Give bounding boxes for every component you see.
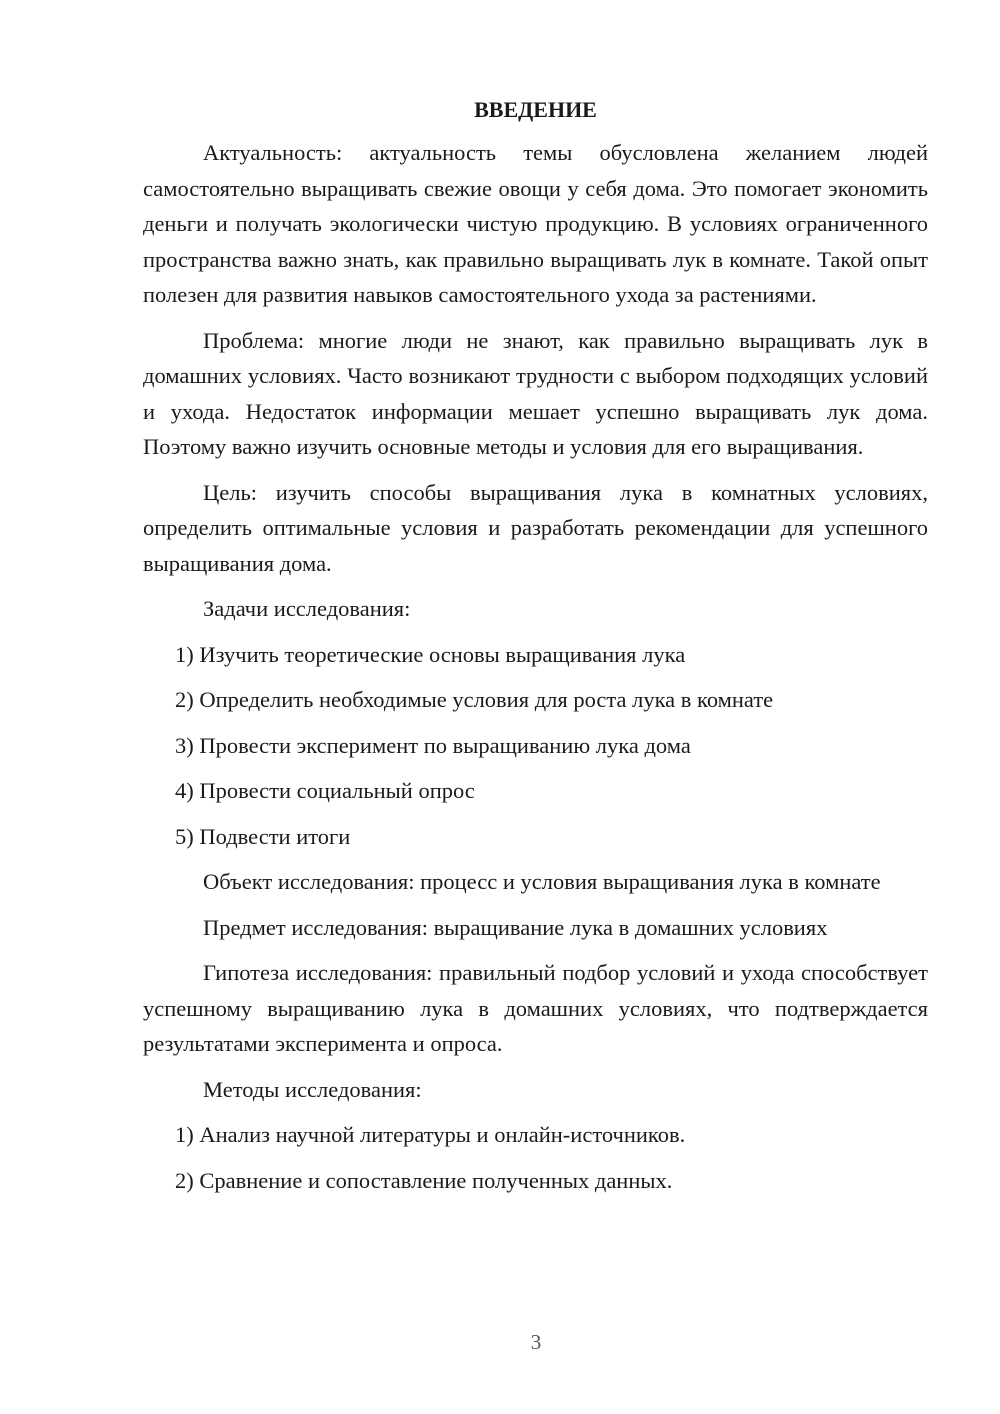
goal-paragraph: Цель: изучить способы выращивания лука в комнатных условиях, определить оптимальные условия и разработать рекомендации для успешного выращивания дома. xyxy=(143,479,928,576)
section-heading: ВВЕДЕНИЕ xyxy=(474,97,597,122)
task-item: 5) Подвести итоги xyxy=(175,823,351,849)
tasks-list xyxy=(143,637,928,855)
method-item: 1) Анализ научной литературы и онлайн-источников. xyxy=(175,1122,686,1147)
method-item: 2) Сравнение и сопоставление полученных данных. xyxy=(175,1167,673,1193)
tasks-heading: Задачи исследования: xyxy=(203,596,411,621)
methods-list xyxy=(143,1117,928,1198)
problem-paragraph: Проблема: многие люди не знают, как правильно выращивать лук в домашних условиях. Часто возникают трудности с выбором подходящих условий и ухода. Недостаток информации мешает успешно выращивать лук дома. Поэтому важно изучить основные методы и условия для его выращивания. xyxy=(143,327,928,459)
relevance-paragraph: Актуальность: актуальность темы обусловлена желанием людей самостоятельно выращивать свежие овощи у себя дома. Это помогает экономить деньги и получать экологически чистую продукцию. В условиях ограниченного пространства важно знать, как правильно выращивать лук в комнате. Такой опыт полезен для развития навыков самостоятельного ухода за растениями. xyxy=(143,140,928,307)
hypothesis-paragraph: Гипотеза исследования: правильный подбор условий и ухода способствует успешному выращиванию лука в домашних условиях, что подтверждается результатами эксперимента и опроса. xyxy=(143,960,928,1056)
object-paragraph: Объект исследования: процесс и условия выращивания лука в комнате xyxy=(203,869,881,894)
page-number: 3 xyxy=(530,1330,542,1354)
task-item: 1) Изучить теоретические основы выращивания лука xyxy=(175,641,686,667)
task-item: 3) Провести эксперимент по выращиванию лука дома xyxy=(175,732,691,758)
task-item: 4) Провести социальный опрос xyxy=(175,778,475,803)
task-item: 2) Определить необходимые условия для роста лука в комнате xyxy=(175,687,774,712)
subject-paragraph: Предмет исследования: выращивание лука в домашних условиях xyxy=(203,914,828,940)
methods-heading: Методы исследования: xyxy=(203,1076,422,1102)
document-page xyxy=(143,92,928,1208)
